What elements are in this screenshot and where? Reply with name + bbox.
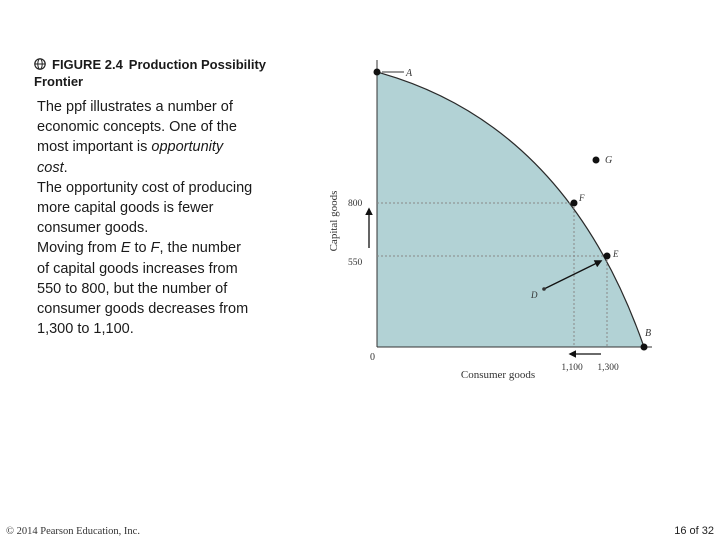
point-a-label: A (406, 68, 413, 79)
x-tick-1100: 1,100 (561, 363, 583, 373)
body-paragraph-2: The opportunity cost of producing more capital goods is fewer consumer goods. (37, 179, 253, 237)
body-paragraph-1: The ppf illustrates a number of economic concepts. One of the most important is opportunity cost. (37, 99, 237, 176)
page-number: 16 of 32 (674, 525, 714, 537)
point-g-label: G (605, 155, 613, 166)
figure-label: FIGURE 2.4 (52, 57, 123, 72)
y-axis-label: Capital goods (328, 190, 340, 252)
point-d-label: D (531, 290, 538, 300)
body-paragraph-3: Moving from E to F, the number of capital goods increases from 550 to 800, but the number of consumer goods decreases from 1,300 to 1,100. (37, 240, 249, 338)
point-e (604, 253, 611, 260)
point-a (374, 69, 381, 76)
frontier-region (377, 72, 644, 347)
opportunity-cost-term: opportunity cost (37, 139, 224, 176)
point-f (571, 200, 578, 207)
point-g (593, 157, 600, 164)
point-e-label: E (613, 249, 619, 259)
point-f-label: F (579, 193, 585, 203)
point-b-label: B (645, 328, 652, 339)
figure-title: Production Possibility Frontier (34, 57, 267, 89)
x-tick-1300: 1,300 (597, 363, 619, 373)
y-tick-800: 800 (348, 199, 363, 209)
point-b (641, 344, 648, 351)
y-tick-550: 550 (348, 258, 363, 268)
point-d (542, 287, 546, 291)
copyright-footer: © 2014 Pearson Education, Inc. (6, 526, 140, 537)
x-axis-label: Consumer goods (460, 369, 536, 381)
origin-label: 0 (370, 352, 375, 363)
